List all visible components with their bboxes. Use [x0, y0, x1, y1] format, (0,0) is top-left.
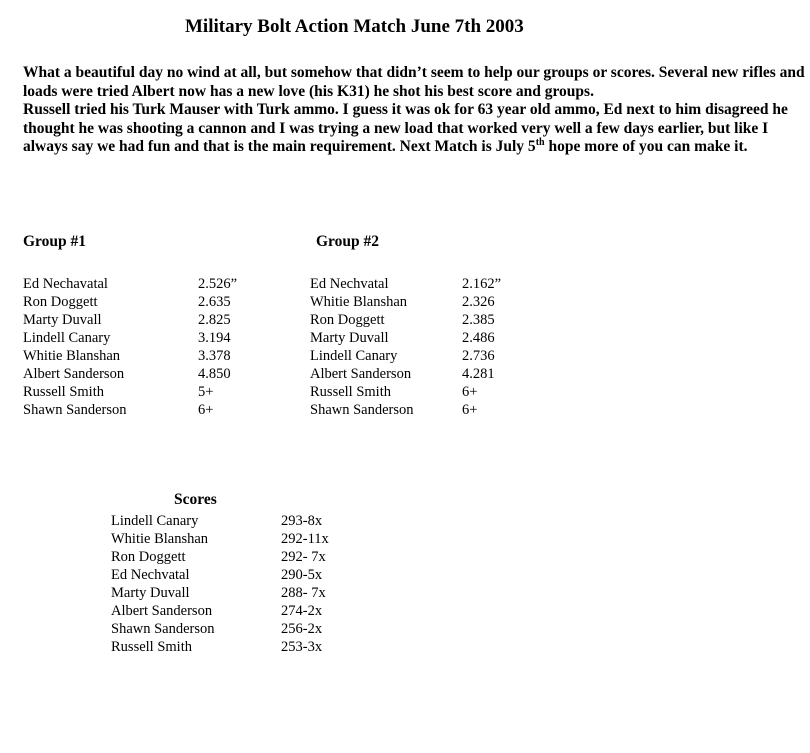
shooter-name: Lindell Canary	[23, 330, 111, 346]
group-size: 2.825	[198, 312, 231, 328]
shooter-name: Russell Smith	[111, 639, 192, 655]
group2-heading: Group #2	[316, 233, 380, 250]
shooter-name: Ron Doggett	[310, 312, 385, 328]
score-value: 253-3x	[281, 639, 323, 655]
group-size: 2.526”	[198, 276, 238, 292]
group-size: 6+	[462, 402, 478, 418]
group-size: 2.162”	[462, 276, 502, 292]
group-size: 2.736	[462, 348, 495, 364]
score-value: 256-2x	[281, 621, 323, 637]
shooter-name: Whitie Blanshan	[23, 348, 121, 364]
shooter-name: Shawn Sanderson	[111, 621, 215, 637]
shooter-name: Marty Duvall	[23, 312, 102, 328]
score-value: 274-2x	[281, 603, 323, 619]
intro-paragraph-2	[23, 101, 810, 157]
shooter-name: Ed Nechavatal	[23, 276, 108, 292]
group-size: 2.635	[198, 294, 231, 310]
group-size: 5+	[198, 384, 214, 400]
score-value: 290-5x	[281, 567, 323, 583]
group1-heading: Group #1	[23, 233, 87, 250]
shooter-name: Russell Smith	[23, 384, 104, 400]
shooter-name: Lindell Canary	[310, 348, 398, 364]
shooter-name: Marty Duvall	[310, 330, 389, 346]
group-size: 2.326	[462, 294, 495, 310]
shooter-name: Lindell Canary	[111, 513, 199, 529]
score-value: 292- 7x	[281, 549, 326, 565]
shooter-name: Ron Doggett	[111, 549, 186, 565]
intro-paragraph-2-tail: hope more of you can make it.	[544, 138, 748, 155]
group-size: 2.385	[462, 312, 495, 328]
shooter-name: Albert Sanderson	[111, 603, 213, 619]
scores-heading: Scores	[174, 491, 217, 508]
ordinal-suffix: th	[535, 136, 545, 148]
page-title: Military Bolt Action Match June 7th 2003	[185, 16, 524, 37]
group-size: 6+	[198, 402, 214, 418]
shooter-name: Shawn Sanderson	[23, 402, 127, 418]
shooter-name: Whitie Blanshan	[310, 294, 408, 310]
group-size: 2.486	[462, 330, 495, 346]
group-size: 6+	[462, 384, 478, 400]
shooter-name: Ed Nechvatal	[310, 276, 389, 292]
shooter-name: Albert Sanderson	[23, 366, 125, 382]
shooter-name: Russell Smith	[310, 384, 391, 400]
group-size: 3.378	[198, 348, 231, 364]
score-value: 292-11x	[281, 531, 329, 547]
group-size: 4.850	[198, 366, 231, 382]
group-size: 3.194	[198, 330, 231, 346]
shooter-name: Whitie Blanshan	[111, 531, 209, 547]
intro-paragraph-1: What a beautiful day no wind at all, but somehow that didn’t seem to help our groups or scores. Several new rifles and loads were tried Albert now has a new love (his K31) he shot his best score and groups.	[23, 64, 805, 100]
shooter-name: Ron Doggett	[23, 294, 98, 310]
shooter-name: Ed Nechvatal	[111, 567, 190, 583]
shooter-name: Shawn Sanderson	[310, 402, 414, 418]
score-value: 288- 7x	[281, 585, 326, 601]
score-value: 293-8x	[281, 513, 323, 529]
group-size: 4.281	[462, 366, 495, 382]
shooter-name: Albert Sanderson	[310, 366, 412, 382]
intro-paragraph-2-text: Russell tried his Turk Mauser with Turk ammo. I guess it was ok for 63 year old ammo, Ed next to him disagreed he thought he was shooting a cannon and I was trying a new load that worked very well a few days earlier, but like I always say we had fun and that is the main requirement. Next Match is July 5	[23, 101, 788, 155]
intro-text	[23, 64, 810, 157]
shooter-name: Marty Duvall	[111, 585, 190, 601]
